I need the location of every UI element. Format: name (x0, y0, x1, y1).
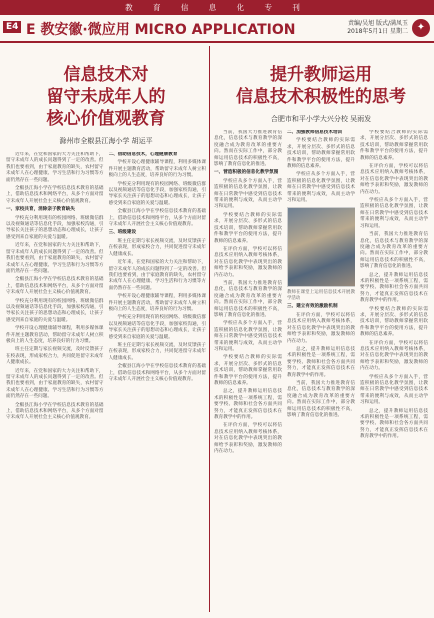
right-title-line2: 信息技术积极性的思考 (236, 87, 406, 107)
paragraph: 班主任定期与家长视频交流，及时反馈孩子在校表现，形成家校合力，共同促进留守未成年人健康成长。 (6, 347, 104, 366)
left-title-line3: 核心价值观教育 (46, 109, 166, 129)
paragraph: 学校要结合教师的实际需求，开展分层次、多形式的信息技术培训，帮助教师掌握常用软件和教学平台的使用方法，提升教师的信息素养。 (360, 306, 428, 338)
editor-line: 责编/吴旭 版式/满凤玉 (348, 20, 408, 27)
paragraph: 当前，我国大力推进教育信息化，信息技术与教育教学的深度融合成为教育改革的重要方向。然而在实际工作中，部分教师运用信息技术的积极性不高，影响了教育信息化的推进。 (287, 380, 355, 418)
classroom-photo (287, 207, 355, 287)
paragraph: 学校开设心理健康辅导课程，利用多媒体课件开展主题教育活动，帮助留守未成年人树立积极向上的人生态度，培养良好的行为习惯。 (6, 326, 104, 344)
section-ribbon: 教 育 信 息 化 专 刊 (0, 0, 434, 15)
section-title: E 教安徽·微应用 MICRO APPLICATION (26, 22, 296, 38)
paragraph: 总之，提升教师运用信息技术的积极性是一项系统工程，需要学校、教师和社会各方面共同努力，才能真正发挥信息技术在教育教学中的作用。 (360, 272, 428, 304)
paragraph: 在评价方面，学校可以将信息技术应用纳入教师考核体系，对在信息化教学中表现突出的教师给予表彰和奖励，激发教师的内在动力。 (214, 423, 282, 455)
right-column-2 (287, 130, 355, 458)
paragraph: 当前，我国大力推进教育信息化，信息技术与教育教学的深度融合成为教育改革的重要方向。然而在实际工作中，部分教师运用信息技术的积极性不高，影响了教育信息化的推进。 (360, 232, 428, 270)
subheading: 二、借助信息技术，心理健康教育 (108, 152, 178, 157)
newspaper-logo-icon: ✦ (412, 19, 430, 37)
left-byline: 滁州市全椒县江海小学 胡运平 (59, 137, 153, 145)
paragraph: 学校要结合教师的实际需求，开展分层次、多形式的信息技术培训，帮助教师掌握常用软件和教学平台的使用方法，提升教师的信息素养。 (360, 130, 428, 161)
column-divider (209, 46, 210, 612)
paragraph: 学校应从多个方面入手，营造积极的信息化教学氛围，让教师在日常教学中感受到信息技术带来的便利与成效，从而主动学习和运用。 (214, 321, 282, 352)
left-column-1 (6, 152, 104, 424)
paragraph: 学校充分利用现有的校园网络、班级微信群以及视频通话等信息化手段，加强家校沟通，引导家长关注孩子的思想动态和心理成长，让孩子感受到来自家庭的关爱与温暖。 (6, 215, 104, 240)
left-article (6, 46, 206, 424)
left-article-title (6, 64, 206, 130)
left-body (6, 152, 206, 424)
paragraph: 学校应从多个方面入手，营造积极的信息化教学氛围，让教师在日常教学中感受到信息技术带来的便利与成效，从而主动学习和运用。 (360, 198, 428, 229)
subheading: 三、建立有效的激励机制 (287, 304, 338, 310)
paragraph: 学校开设心理健康辅导课程，利用多媒体课件开展主题教育活动，帮助留守未成年人树立积极向上的人生态度，培养良好的行为习惯。 (108, 160, 206, 179)
paragraph: 学校要结合教师的实际需求，开展分层次、多形式的信息技术培训，帮助教师掌握常用软件和教学平台的使用方法，提升教师的信息素养。 (287, 138, 355, 170)
paragraph: 近年来，在党和国家的大力关注和帮助下，留守未成年人的成长问题得到了一定的改善。但我们也要看到，由于家庭教育的缺失，农村留守未成年人在心理健康、学习生活和行为习惯等方面仍然存在一些问题。 (6, 243, 104, 274)
masthead (0, 17, 434, 43)
paragraph: 近年来，在党和国家的大力关注和帮助下，留守未成年人的成长问题得到了一定的改善。但我们也要看到，由于家庭教育的缺失，农村留守未成年人在心理健康、学习生活和行为习惯等方面仍然存在一些问题。 (108, 260, 206, 291)
paragraph: 全椒县江海小学在学校信息技术教育的基础上，借助信息技术和网络平台，从多个方面对留守未成年人开展社会主义核心价值观教育。 (6, 277, 104, 296)
photo-caption: 教师在课堂上运用信息技术开展教学活动 (287, 290, 355, 301)
paragraph: 全椒县江海小学在学校信息技术教育的基础上，借助信息技术和网络平台，从多个方面对留守未成年人开展社会主义核心价值观教育。 (6, 186, 104, 204)
paragraph: 全椒县江海小学在学校信息技术教育的基础上，借助信息技术和网络平台，从多个方面对留守未成年人开展社会主义核心价值观教育。 (6, 402, 104, 421)
left-title-line1: 信息技术对 (63, 65, 149, 85)
paragraph: 学校要结合教师的实际需求，开展分层次、多形式的信息技术培训，帮助教师掌握常用软件和教学平台的使用方法，提升教师的信息素养。 (214, 212, 282, 244)
paragraph: 近年来，在党和国家的大力关注和帮助下，留守未成年人的成长问题得到了一定的改善。但我们也要看到，由于家庭教育的缺失，农村留守未成年人在心理健康、学习生活和行为习惯等方面仍然存在一些问题。 (6, 152, 104, 183)
paragraph: 在评价方面，学校可以将信息技术应用纳入教师考核体系，对在信息化教学中表现突出的教师给予表彰和奖励，激发教师的内在动力。 (214, 246, 282, 278)
paragraph: 班主任定期与家长视频交流，及时反馈孩子在校表现，形成家校合力，共同促进留守未成年人健康成长。 (108, 342, 206, 361)
paragraph: 全椒县江海小学在学校信息技术教育的基础上，借助信息技术和网络平台，从多个方面对留守未成年人开展社会主义核心价值观教育。 (108, 209, 206, 228)
page-badge: E4 (3, 21, 21, 33)
paragraph: 总之，提升教师运用信息技术的积极性是一项系统工程，需要学校、教师和社会各方面共同努力，才能真正发挥信息技术在教育教学中的作用。 (287, 346, 355, 378)
paragraph: 学校充分利用现有的校园网络、班级微信群以及视频通话等信息化手段，加强家校沟通，引导家长关注孩子的思想动态和心理成长，让孩子感受到来自家庭的关爱与温暖。 (6, 298, 104, 323)
subheading: 二、加强教师信息技术培训 (287, 130, 343, 135)
right-title-line1: 提升教师运用 (270, 65, 372, 85)
paragraph: 近年来，在党和国家的大力关注和帮助下，留守未成年人的成长问题得到了一定的改善。但我们也要看到，由于家庭教育的缺失，农村留守未成年人在心理健康、学习生活和行为习惯等方面仍然存在一些问题。 (6, 368, 104, 400)
paragraph: 学校应从多个方面入手，营造积极的信息化教学氛围，让教师在日常教学中感受到信息技术带来的便利与成效，从而主动学习和运用。 (287, 172, 355, 204)
paragraph: 全椒县江海小学在学校信息技术教育的基础上，借助信息技术和网络平台，从多个方面对留守未成年人开展社会主义核心价值观教育。 (108, 364, 206, 382)
date-line: 2018年5月1日 星期二 (347, 28, 408, 35)
paragraph: 当前，我国大力推进教育信息化，信息技术与教育教学的深度融合成为教育改革的重要方向。然而在实际工作中，部分教师运用信息技术的积极性不高，影响了教育信息化的推进。 (214, 130, 282, 168)
right-article (214, 46, 428, 458)
left-column-2 (109, 152, 207, 424)
right-body (214, 130, 428, 458)
paragraph: 学校应从多个方面入手，营造积极的信息化教学氛围，让教师在日常教学中感受到信息技术带来的便利与成效，从而主动学习和运用。 (360, 374, 428, 406)
paragraph: 学校要结合教师的实际需求，开展分层次、多形式的信息技术培训，帮助教师掌握常用软件和教学平台的使用方法，提升教师的信息素养。 (214, 355, 282, 387)
edition-meta (347, 20, 408, 36)
paragraph: 学校应从多个方面入手，营造积极的信息化教学氛围，让教师在日常教学中感受到信息技术带来的便利与成效，从而主动学习和运用。 (214, 178, 282, 210)
paragraph: 在评价方面，学校可以将信息技术应用纳入教师考核体系，对在信息化教学中表现突出的教师给予表彰和奖励，激发教师的内在动力。 (360, 340, 428, 372)
paragraph: 学校开设心理健康辅导课程，利用多媒体课件开展主题教育活动，帮助留守未成年人树立积极向上的人生态度，培养良好的行为习惯。 (108, 294, 206, 312)
right-column-1 (214, 130, 282, 458)
paragraph: 学校充分利用现有的校园网络、班级微信群以及视频通话等信息化手段，加强家校沟通，引导家长关注孩子的思想动态和心理成长，让孩子感受到来自家庭的关爱与温暖。 (108, 181, 206, 206)
left-title-line2: 留守未成年人的 (46, 87, 166, 107)
subheading: 一、家校共育，消除亲子教育缺失 (6, 207, 75, 213)
right-article-title (214, 64, 428, 108)
paragraph: 当前，我国大力推进教育信息化，信息技术与教育教学的深度融合成为教育改革的重要方向。然而在实际工作中，部分教师运用信息技术的积极性不高，影响了教育信息化的推进。 (214, 280, 282, 318)
paragraph: 在评价方面，学校可以将信息技术应用纳入教师考核体系，对在信息化教学中表现突出的教师给予表彰和奖励，激发教师的内在动力。 (360, 164, 428, 195)
right-byline: 合肥市和平小学大兴分校 吴雨发 (270, 115, 372, 123)
subheading: 一、营造积极的信息化教学氛围 (214, 170, 279, 176)
subheading: 三、班级建设 (108, 230, 137, 236)
right-column-3 (360, 130, 428, 458)
paragraph: 班主任定期与家长视频交流，及时反馈孩子在校表现，形成家校合力，共同促进留守未成年人健康成长。 (108, 238, 206, 257)
paragraph: 总之，提升教师运用信息技术的积极性是一项系统工程，需要学校、教师和社会各方面共同努力，才能真正发挥信息技术在教育教学中的作用。 (360, 408, 428, 440)
paragraph: 总之，提升教师运用信息技术的积极性是一项系统工程，需要学校、教师和社会各方面共同努力，才能真正发挥信息技术在教育教学中的作用。 (214, 389, 282, 421)
paragraph: 在评价方面，学校可以将信息技术应用纳入教师考核体系，对在信息化教学中表现突出的教师给予表彰和奖励，激发教师的内在动力。 (287, 312, 355, 344)
paragraph: 学校充分利用现有的校园网络、班级微信群以及视频通话等信息化手段，加强家校沟通，引导家长关注孩子的思想动态和心理成长，让孩子感受到来自家庭的关爱与温暖。 (108, 315, 206, 340)
